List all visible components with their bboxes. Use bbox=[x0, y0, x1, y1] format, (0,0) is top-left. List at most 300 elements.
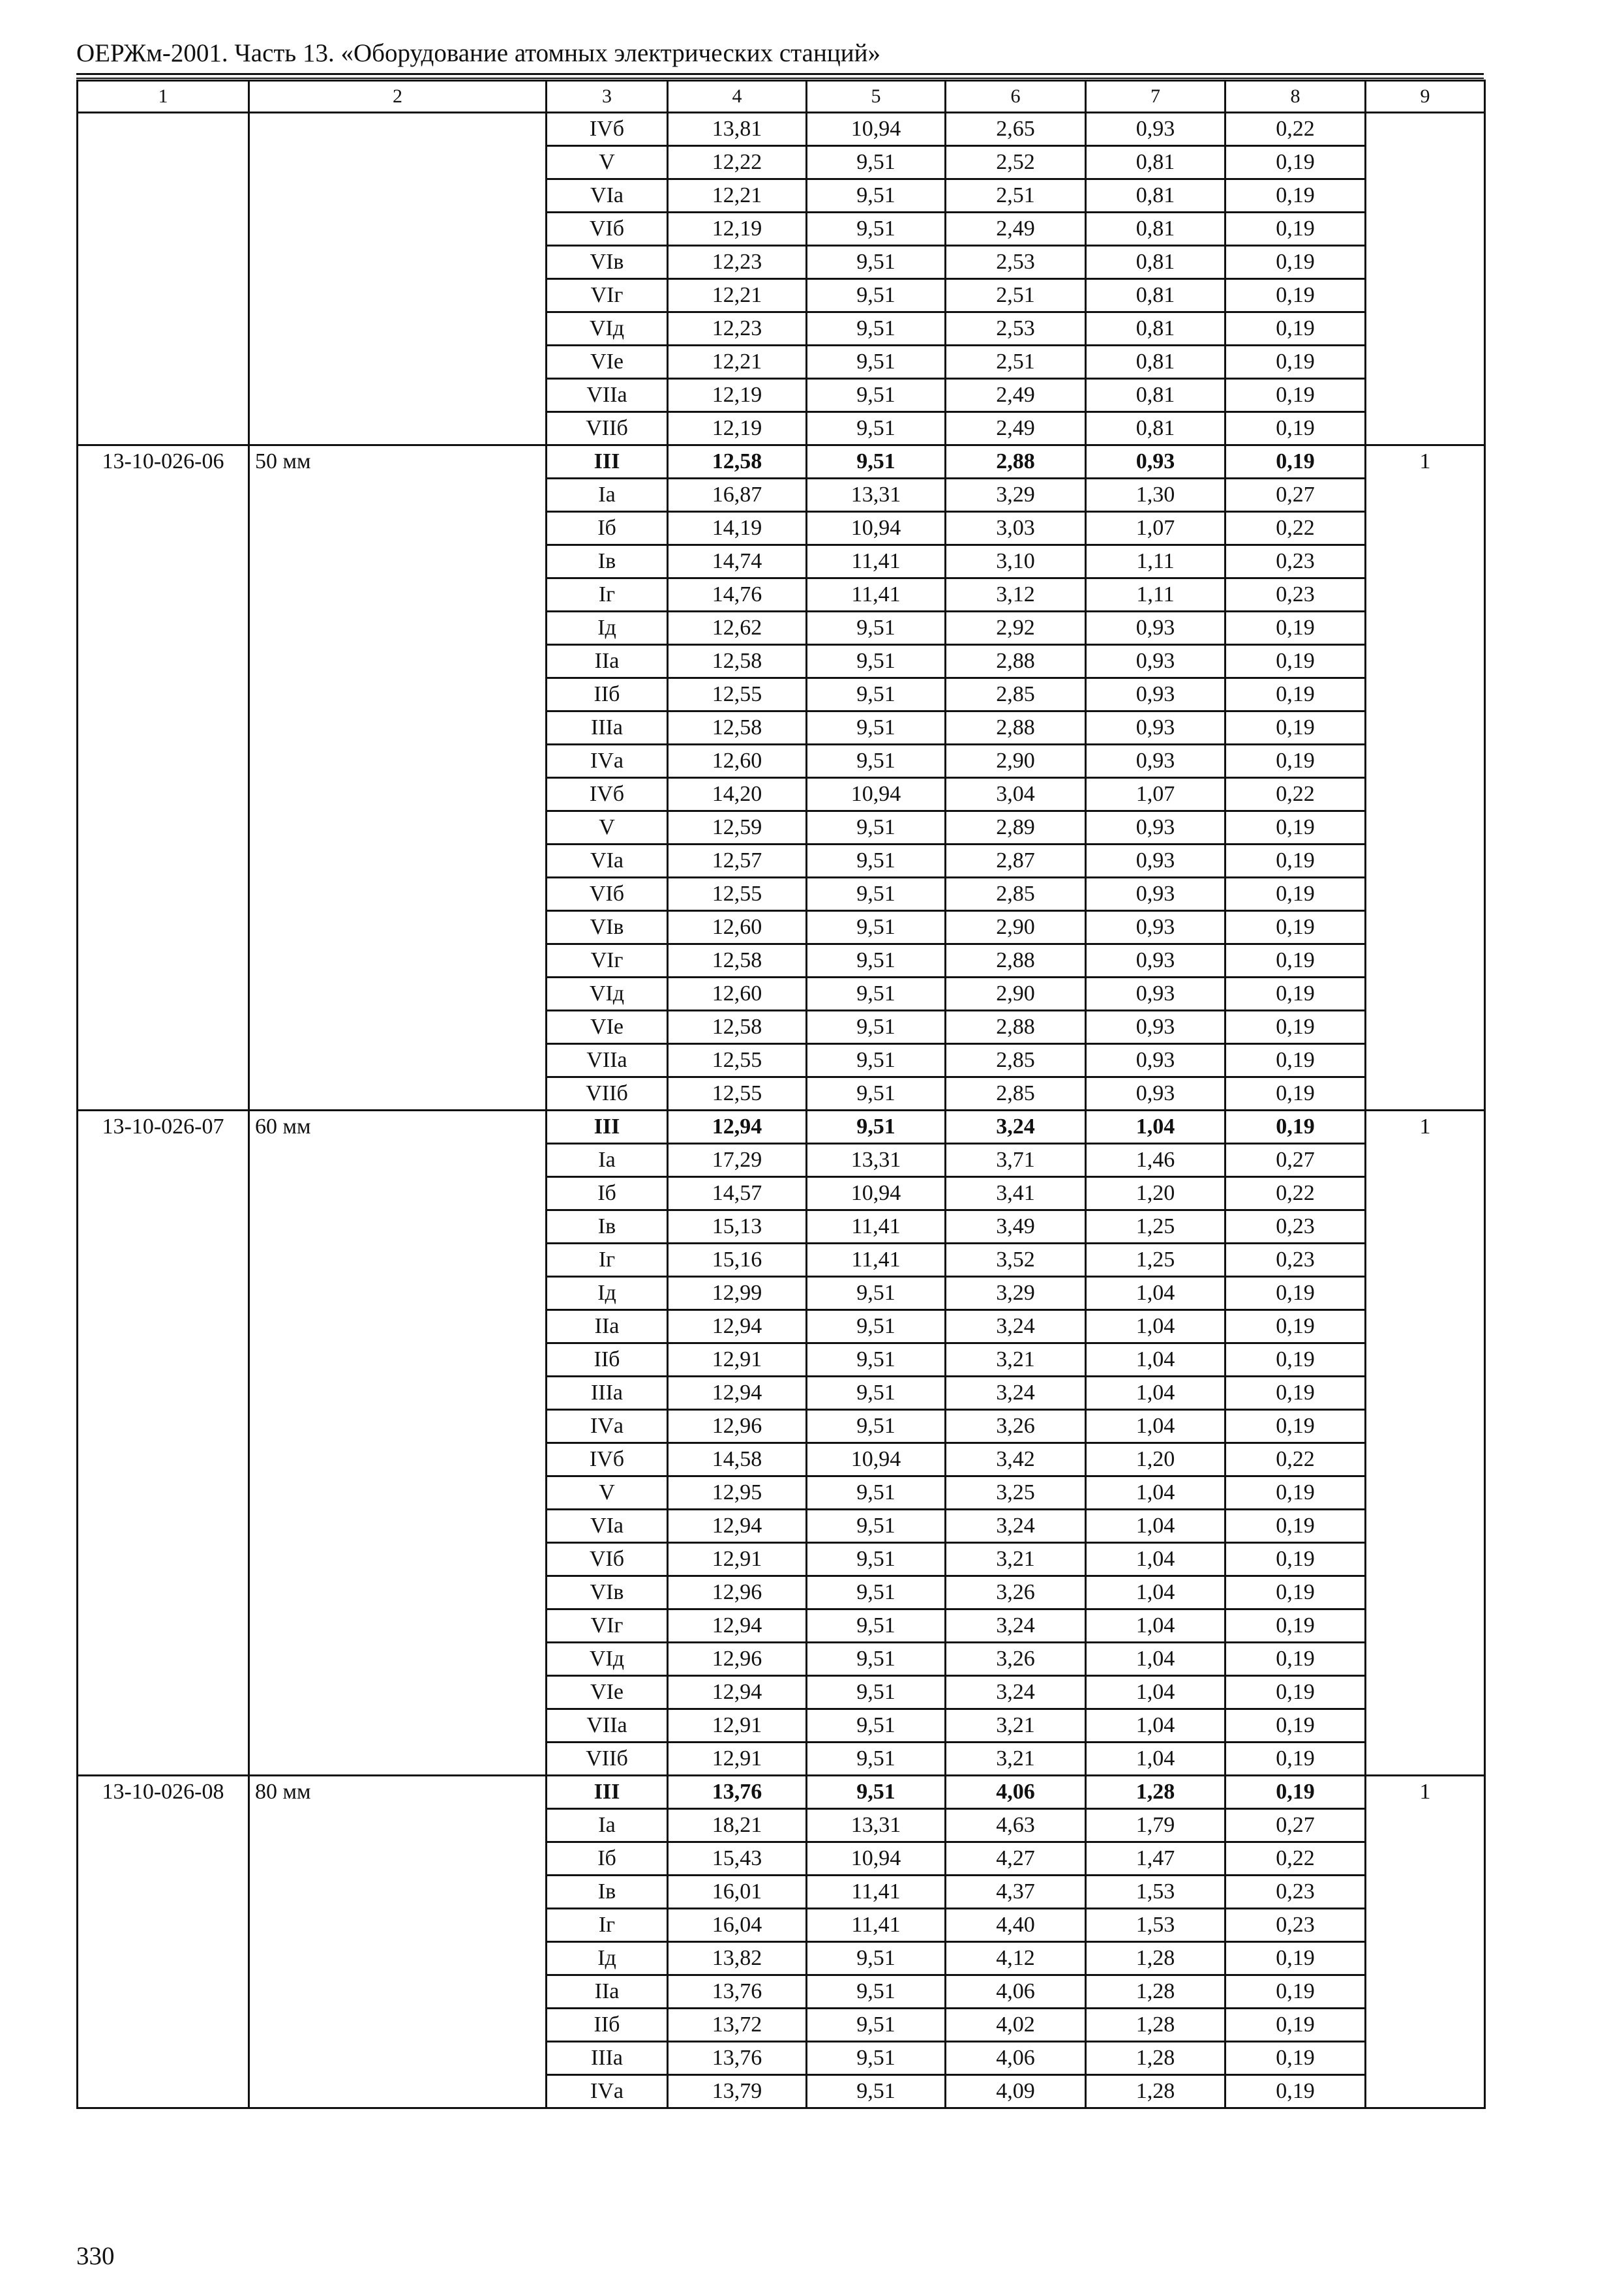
value-cell: 18,21 bbox=[668, 1809, 807, 1842]
continuation-note-cell bbox=[1366, 113, 1485, 445]
value-cell: 1,04 bbox=[1086, 1476, 1226, 1510]
zone-cell: VIIа bbox=[547, 379, 668, 412]
value-cell: 9,51 bbox=[807, 179, 946, 213]
value-cell: 15,16 bbox=[668, 1244, 807, 1277]
value-cell: 9,51 bbox=[807, 1576, 946, 1609]
value-cell: 0,19 bbox=[1226, 412, 1366, 445]
value-cell: 0,81 bbox=[1086, 279, 1226, 312]
value-cell: 4,37 bbox=[946, 1876, 1086, 1909]
zone-cell: Iа bbox=[547, 1144, 668, 1177]
value-cell: 1,46 bbox=[1086, 1144, 1226, 1177]
value-cell: 10,94 bbox=[807, 1177, 946, 1210]
value-cell: 0,19 bbox=[1226, 1576, 1366, 1609]
value-cell: 0,19 bbox=[1226, 2075, 1366, 2108]
zone-cell: III bbox=[547, 445, 668, 479]
zone-cell: IIа bbox=[547, 1975, 668, 2009]
rate-code-cell: 13-10-026-06 bbox=[78, 445, 249, 1111]
value-cell: 9,51 bbox=[807, 379, 946, 412]
value-cell: 0,27 bbox=[1226, 1144, 1366, 1177]
value-cell: 2,49 bbox=[946, 213, 1086, 246]
value-cell: 1,04 bbox=[1086, 1743, 1226, 1776]
header-rule bbox=[76, 73, 1484, 75]
value-cell: 0,27 bbox=[1226, 479, 1366, 512]
value-cell: 1,20 bbox=[1086, 1177, 1226, 1210]
value-cell: 0,22 bbox=[1226, 1443, 1366, 1476]
value-cell: 3,03 bbox=[946, 512, 1086, 545]
value-cell: 0,19 bbox=[1226, 612, 1366, 645]
zone-cell: Iб bbox=[547, 1177, 668, 1210]
value-cell: 9,51 bbox=[807, 1942, 946, 1975]
value-cell: 11,41 bbox=[807, 545, 946, 578]
value-cell: 1,25 bbox=[1086, 1244, 1226, 1277]
value-cell: 9,51 bbox=[807, 1377, 946, 1410]
value-cell: 0,23 bbox=[1226, 545, 1366, 578]
value-cell: 9,51 bbox=[807, 645, 946, 678]
value-cell: 1,79 bbox=[1086, 1809, 1226, 1842]
value-cell: 1,11 bbox=[1086, 545, 1226, 578]
value-cell: 0,19 bbox=[1226, 711, 1366, 745]
value-cell: 12,94 bbox=[668, 1310, 807, 1343]
value-cell: 3,21 bbox=[946, 1709, 1086, 1743]
value-cell: 9,51 bbox=[807, 1776, 946, 1809]
value-cell: 13,81 bbox=[668, 113, 807, 146]
zone-cell: IIб bbox=[547, 2009, 668, 2042]
value-cell: 0,19 bbox=[1226, 1377, 1366, 1410]
zone-cell: Iг bbox=[547, 1244, 668, 1277]
value-cell: 0,81 bbox=[1086, 179, 1226, 213]
value-cell: 9,51 bbox=[807, 1476, 946, 1510]
column-number: 4 bbox=[668, 81, 807, 113]
value-cell: 14,74 bbox=[668, 545, 807, 578]
value-cell: 3,29 bbox=[946, 479, 1086, 512]
rate-name-cell: 80 мм bbox=[249, 1776, 547, 2108]
value-cell: 0,22 bbox=[1226, 512, 1366, 545]
value-cell: 0,22 bbox=[1226, 778, 1366, 811]
value-cell: 12,91 bbox=[668, 1343, 807, 1377]
value-cell: 1,04 bbox=[1086, 1643, 1226, 1676]
value-cell: 12,55 bbox=[668, 878, 807, 911]
column-number-row bbox=[78, 81, 1485, 113]
value-cell: 9,51 bbox=[807, 213, 946, 246]
value-cell: 0,93 bbox=[1086, 711, 1226, 745]
zone-cell: VIб bbox=[547, 1543, 668, 1576]
value-cell: 9,51 bbox=[807, 1676, 946, 1709]
zone-cell: VIв bbox=[547, 911, 668, 944]
table-row bbox=[78, 445, 1485, 479]
zone-cell: VIд bbox=[547, 1643, 668, 1676]
value-cell: 12,62 bbox=[668, 612, 807, 645]
value-cell: 1,04 bbox=[1086, 1310, 1226, 1343]
value-cell: 3,29 bbox=[946, 1277, 1086, 1310]
value-cell: 3,24 bbox=[946, 1377, 1086, 1410]
zone-cell: VIе bbox=[547, 346, 668, 379]
value-cell: 0,93 bbox=[1086, 1011, 1226, 1044]
value-cell: 0,19 bbox=[1226, 1743, 1366, 1776]
value-cell: 3,24 bbox=[946, 1310, 1086, 1343]
value-cell: 2,85 bbox=[946, 1077, 1086, 1111]
column-number: 5 bbox=[807, 81, 946, 113]
value-cell: 0,19 bbox=[1226, 346, 1366, 379]
value-cell: 1,04 bbox=[1086, 1111, 1226, 1144]
value-cell: 9,51 bbox=[807, 1111, 946, 1144]
value-cell: 2,49 bbox=[946, 379, 1086, 412]
value-cell: 2,88 bbox=[946, 711, 1086, 745]
value-cell: 12,58 bbox=[668, 645, 807, 678]
column-number: 1 bbox=[78, 81, 249, 113]
value-cell: 1,28 bbox=[1086, 2075, 1226, 2108]
value-cell: 12,21 bbox=[668, 179, 807, 213]
value-cell: 14,76 bbox=[668, 578, 807, 612]
value-cell: 1,04 bbox=[1086, 1410, 1226, 1443]
value-cell: 3,10 bbox=[946, 545, 1086, 578]
value-cell: 4,12 bbox=[946, 1942, 1086, 1975]
value-cell: 9,51 bbox=[807, 612, 946, 645]
value-cell: 3,49 bbox=[946, 1210, 1086, 1244]
value-cell: 2,51 bbox=[946, 179, 1086, 213]
value-cell: 12,95 bbox=[668, 1476, 807, 1510]
value-cell: 1,04 bbox=[1086, 1277, 1226, 1310]
value-cell: 0,93 bbox=[1086, 1044, 1226, 1077]
value-cell: 16,04 bbox=[668, 1909, 807, 1942]
value-cell: 13,76 bbox=[668, 1776, 807, 1809]
value-cell: 11,41 bbox=[807, 1210, 946, 1244]
value-cell: 2,88 bbox=[946, 445, 1086, 479]
value-cell: 0,22 bbox=[1226, 1177, 1366, 1210]
zone-cell: Iа bbox=[547, 479, 668, 512]
value-cell: 12,94 bbox=[668, 1111, 807, 1144]
value-cell: 12,99 bbox=[668, 1277, 807, 1310]
value-cell: 0,93 bbox=[1086, 645, 1226, 678]
value-cell: 2,92 bbox=[946, 612, 1086, 645]
value-cell: 0,19 bbox=[1226, 811, 1366, 845]
value-cell: 9,51 bbox=[807, 2009, 946, 2042]
value-cell: 4,40 bbox=[946, 1909, 1086, 1942]
value-cell: 9,51 bbox=[807, 146, 946, 179]
value-cell: 12,96 bbox=[668, 1643, 807, 1676]
value-cell: 14,19 bbox=[668, 512, 807, 545]
value-cell: 0,19 bbox=[1226, 312, 1366, 346]
value-cell: 9,51 bbox=[807, 346, 946, 379]
value-cell: 9,51 bbox=[807, 1343, 946, 1377]
page-header-title: ОЕРЖм-2001. Часть 13. «Оборудование атомных электрических станций» bbox=[76, 39, 880, 67]
value-cell: 9,51 bbox=[807, 944, 946, 978]
value-cell: 9,51 bbox=[807, 745, 946, 778]
value-cell: 1,04 bbox=[1086, 1676, 1226, 1709]
value-cell: 14,20 bbox=[668, 778, 807, 811]
rate-code-cell: 13-10-026-08 bbox=[78, 1776, 249, 2108]
value-cell: 11,41 bbox=[807, 578, 946, 612]
value-cell: 12,22 bbox=[668, 146, 807, 179]
value-cell: 0,81 bbox=[1086, 412, 1226, 445]
value-cell: 2,85 bbox=[946, 678, 1086, 711]
zone-cell: V bbox=[547, 1476, 668, 1510]
value-cell: 12,60 bbox=[668, 745, 807, 778]
zone-cell: III bbox=[547, 1111, 668, 1144]
zone-cell: VIIб bbox=[547, 1077, 668, 1111]
value-cell: 0,19 bbox=[1226, 745, 1366, 778]
zone-cell: VIг bbox=[547, 944, 668, 978]
value-cell: 0,81 bbox=[1086, 146, 1226, 179]
value-cell: 3,24 bbox=[946, 1676, 1086, 1709]
value-cell: 9,51 bbox=[807, 878, 946, 911]
value-cell: 13,31 bbox=[807, 1809, 946, 1842]
value-cell: 0,19 bbox=[1226, 379, 1366, 412]
zone-cell: Iв bbox=[547, 1210, 668, 1244]
value-cell: 0,19 bbox=[1226, 445, 1366, 479]
value-cell: 0,93 bbox=[1086, 113, 1226, 146]
value-cell: 14,57 bbox=[668, 1177, 807, 1210]
value-cell: 13,76 bbox=[668, 2042, 807, 2075]
value-cell: 1,04 bbox=[1086, 1609, 1226, 1643]
continuation-code-cell bbox=[78, 113, 249, 445]
value-cell: 2,88 bbox=[946, 645, 1086, 678]
zone-cell: IVб bbox=[547, 1443, 668, 1476]
value-cell: 12,57 bbox=[668, 845, 807, 878]
value-cell: 13,31 bbox=[807, 479, 946, 512]
value-cell: 4,27 bbox=[946, 1842, 1086, 1876]
value-cell: 0,27 bbox=[1226, 1809, 1366, 1842]
zone-cell: III bbox=[547, 1776, 668, 1809]
value-cell: 12,23 bbox=[668, 246, 807, 279]
zone-cell: IIб bbox=[547, 678, 668, 711]
value-cell: 0,81 bbox=[1086, 379, 1226, 412]
value-cell: 1,25 bbox=[1086, 1210, 1226, 1244]
value-cell: 4,06 bbox=[946, 1776, 1086, 1809]
value-cell: 3,52 bbox=[946, 1244, 1086, 1277]
value-cell: 0,23 bbox=[1226, 1876, 1366, 1909]
value-cell: 4,06 bbox=[946, 2042, 1086, 2075]
value-cell: 3,25 bbox=[946, 1476, 1086, 1510]
value-cell: 0,19 bbox=[1226, 678, 1366, 711]
rate-code-cell: 13-10-026-07 bbox=[78, 1111, 249, 1776]
value-cell: 2,53 bbox=[946, 312, 1086, 346]
zone-cell: VIIб bbox=[547, 1743, 668, 1776]
value-cell: 2,51 bbox=[946, 279, 1086, 312]
value-cell: 0,23 bbox=[1226, 578, 1366, 612]
value-cell: 3,24 bbox=[946, 1510, 1086, 1543]
value-cell: 0,19 bbox=[1226, 2009, 1366, 2042]
zone-cell: V bbox=[547, 811, 668, 845]
value-cell: 9,51 bbox=[807, 1743, 946, 1776]
value-cell: 0,93 bbox=[1086, 445, 1226, 479]
column-number: 2 bbox=[249, 81, 547, 113]
value-cell: 2,87 bbox=[946, 845, 1086, 878]
value-cell: 12,60 bbox=[668, 911, 807, 944]
value-cell: 0,19 bbox=[1226, 845, 1366, 878]
zone-cell: IVб bbox=[547, 778, 668, 811]
zone-cell: VIIа bbox=[547, 1044, 668, 1077]
value-cell: 12,58 bbox=[668, 1011, 807, 1044]
value-cell: 3,04 bbox=[946, 778, 1086, 811]
column-number: 6 bbox=[946, 81, 1086, 113]
value-cell: 0,19 bbox=[1226, 1643, 1366, 1676]
value-cell: 3,12 bbox=[946, 578, 1086, 612]
value-cell: 12,55 bbox=[668, 1044, 807, 1077]
value-cell: 0,19 bbox=[1226, 1975, 1366, 2009]
value-cell: 0,19 bbox=[1226, 1077, 1366, 1111]
value-cell: 0,19 bbox=[1226, 1011, 1366, 1044]
value-cell: 14,58 bbox=[668, 1443, 807, 1476]
value-cell: 12,19 bbox=[668, 379, 807, 412]
zone-cell: Iв bbox=[547, 545, 668, 578]
value-cell: 9,51 bbox=[807, 1077, 946, 1111]
value-cell: 1,28 bbox=[1086, 1776, 1226, 1809]
value-cell: 12,19 bbox=[668, 412, 807, 445]
value-cell: 0,19 bbox=[1226, 878, 1366, 911]
value-cell: 10,94 bbox=[807, 113, 946, 146]
value-cell: 0,23 bbox=[1226, 1909, 1366, 1942]
value-cell: 12,91 bbox=[668, 1543, 807, 1576]
column-number: 7 bbox=[1086, 81, 1226, 113]
table-row bbox=[78, 1776, 1485, 1809]
value-cell: 12,94 bbox=[668, 1510, 807, 1543]
value-cell: 2,89 bbox=[946, 811, 1086, 845]
value-cell: 0,19 bbox=[1226, 2042, 1366, 2075]
value-cell: 3,26 bbox=[946, 1576, 1086, 1609]
value-cell: 2,51 bbox=[946, 346, 1086, 379]
zone-cell: VIIб bbox=[547, 412, 668, 445]
value-cell: 9,51 bbox=[807, 1011, 946, 1044]
rate-name-cell: 60 мм bbox=[249, 1111, 547, 1776]
page-number: 330 bbox=[76, 2242, 115, 2270]
column-number: 8 bbox=[1226, 81, 1366, 113]
value-cell: 9,51 bbox=[807, 1543, 946, 1576]
rates-table bbox=[76, 80, 1486, 2109]
zone-cell: VIа bbox=[547, 1510, 668, 1543]
value-cell: 9,51 bbox=[807, 445, 946, 479]
value-cell: 1,04 bbox=[1086, 1709, 1226, 1743]
value-cell: 12,60 bbox=[668, 978, 807, 1011]
value-cell: 3,21 bbox=[946, 1543, 1086, 1576]
value-cell: 13,72 bbox=[668, 2009, 807, 2042]
value-cell: 0,19 bbox=[1226, 1476, 1366, 1510]
value-cell: 0,19 bbox=[1226, 146, 1366, 179]
zone-cell: Iб bbox=[547, 1842, 668, 1876]
value-cell: 0,19 bbox=[1226, 1310, 1366, 1343]
value-cell: 2,53 bbox=[946, 246, 1086, 279]
value-cell: 0,93 bbox=[1086, 811, 1226, 845]
zone-cell: IIб bbox=[547, 1343, 668, 1377]
value-cell: 0,19 bbox=[1226, 1676, 1366, 1709]
value-cell: 1,11 bbox=[1086, 578, 1226, 612]
value-cell: 13,82 bbox=[668, 1942, 807, 1975]
value-cell: 9,51 bbox=[807, 711, 946, 745]
value-cell: 1,04 bbox=[1086, 1576, 1226, 1609]
value-cell: 12,23 bbox=[668, 312, 807, 346]
value-cell: 0,23 bbox=[1226, 1244, 1366, 1277]
zone-cell: Iг bbox=[547, 578, 668, 612]
zone-cell: IIIа bbox=[547, 711, 668, 745]
note-cell: 1 bbox=[1366, 1111, 1485, 1776]
value-cell: 1,30 bbox=[1086, 479, 1226, 512]
zone-cell: Iд bbox=[547, 612, 668, 645]
zone-cell: VIд bbox=[547, 312, 668, 346]
zone-cell: VIд bbox=[547, 978, 668, 1011]
zone-cell: IIа bbox=[547, 645, 668, 678]
value-cell: 12,21 bbox=[668, 279, 807, 312]
value-cell: 9,51 bbox=[807, 1410, 946, 1443]
value-cell: 9,51 bbox=[807, 845, 946, 878]
value-cell: 0,19 bbox=[1226, 179, 1366, 213]
value-cell: 0,19 bbox=[1226, 246, 1366, 279]
value-cell: 1,53 bbox=[1086, 1876, 1226, 1909]
value-cell: 0,81 bbox=[1086, 213, 1226, 246]
zone-cell: Iд bbox=[547, 1277, 668, 1310]
value-cell: 1,04 bbox=[1086, 1343, 1226, 1377]
value-cell: 2,49 bbox=[946, 412, 1086, 445]
value-cell: 16,87 bbox=[668, 479, 807, 512]
value-cell: 0,93 bbox=[1086, 878, 1226, 911]
value-cell: 9,51 bbox=[807, 1044, 946, 1077]
value-cell: 9,51 bbox=[807, 1510, 946, 1543]
value-cell: 9,51 bbox=[807, 911, 946, 944]
zone-cell: IVа bbox=[547, 745, 668, 778]
value-cell: 0,19 bbox=[1226, 1044, 1366, 1077]
value-cell: 0,19 bbox=[1226, 1609, 1366, 1643]
value-cell: 4,09 bbox=[946, 2075, 1086, 2108]
zone-cell: IVа bbox=[547, 1410, 668, 1443]
zone-cell: VIв bbox=[547, 246, 668, 279]
value-cell: 1,28 bbox=[1086, 1975, 1226, 2009]
value-cell: 0,81 bbox=[1086, 246, 1226, 279]
value-cell: 0,19 bbox=[1226, 1942, 1366, 1975]
value-cell: 3,71 bbox=[946, 1144, 1086, 1177]
value-cell: 2,52 bbox=[946, 146, 1086, 179]
zone-cell: Iд bbox=[547, 1942, 668, 1975]
zone-cell: VIа bbox=[547, 845, 668, 878]
value-cell: 9,51 bbox=[807, 246, 946, 279]
value-cell: 1,07 bbox=[1086, 778, 1226, 811]
value-cell: 12,94 bbox=[668, 1609, 807, 1643]
value-cell: 12,21 bbox=[668, 346, 807, 379]
value-cell: 2,85 bbox=[946, 1044, 1086, 1077]
value-cell: 3,26 bbox=[946, 1643, 1086, 1676]
zone-cell: VIа bbox=[547, 179, 668, 213]
value-cell: 1,04 bbox=[1086, 1377, 1226, 1410]
value-cell: 0,93 bbox=[1086, 678, 1226, 711]
value-cell: 12,58 bbox=[668, 445, 807, 479]
value-cell: 1,53 bbox=[1086, 1909, 1226, 1942]
value-cell: 3,24 bbox=[946, 1609, 1086, 1643]
value-cell: 3,41 bbox=[946, 1177, 1086, 1210]
value-cell: 12,91 bbox=[668, 1743, 807, 1776]
value-cell: 0,19 bbox=[1226, 1709, 1366, 1743]
value-cell: 0,93 bbox=[1086, 1077, 1226, 1111]
value-cell: 10,94 bbox=[807, 512, 946, 545]
value-cell: 0,81 bbox=[1086, 312, 1226, 346]
value-cell: 1,20 bbox=[1086, 1443, 1226, 1476]
value-cell: 12,58 bbox=[668, 944, 807, 978]
value-cell: 9,51 bbox=[807, 1709, 946, 1743]
value-cell: 15,43 bbox=[668, 1842, 807, 1876]
value-cell: 2,90 bbox=[946, 911, 1086, 944]
value-cell: 9,51 bbox=[807, 978, 946, 1011]
value-cell: 3,21 bbox=[946, 1343, 1086, 1377]
value-cell: 2,88 bbox=[946, 944, 1086, 978]
zone-cell: IVб bbox=[547, 113, 668, 146]
value-cell: 3,26 bbox=[946, 1410, 1086, 1443]
value-cell: 0,81 bbox=[1086, 346, 1226, 379]
value-cell: 0,19 bbox=[1226, 1776, 1366, 1809]
table-body bbox=[78, 81, 1485, 2108]
value-cell: 1,28 bbox=[1086, 2042, 1226, 2075]
value-cell: 10,94 bbox=[807, 1443, 946, 1476]
rate-name-cell: 50 мм bbox=[249, 445, 547, 1111]
value-cell: 9,51 bbox=[807, 2042, 946, 2075]
continuation-name-cell bbox=[249, 113, 547, 445]
value-cell: 9,51 bbox=[807, 1310, 946, 1343]
value-cell: 1,47 bbox=[1086, 1842, 1226, 1876]
